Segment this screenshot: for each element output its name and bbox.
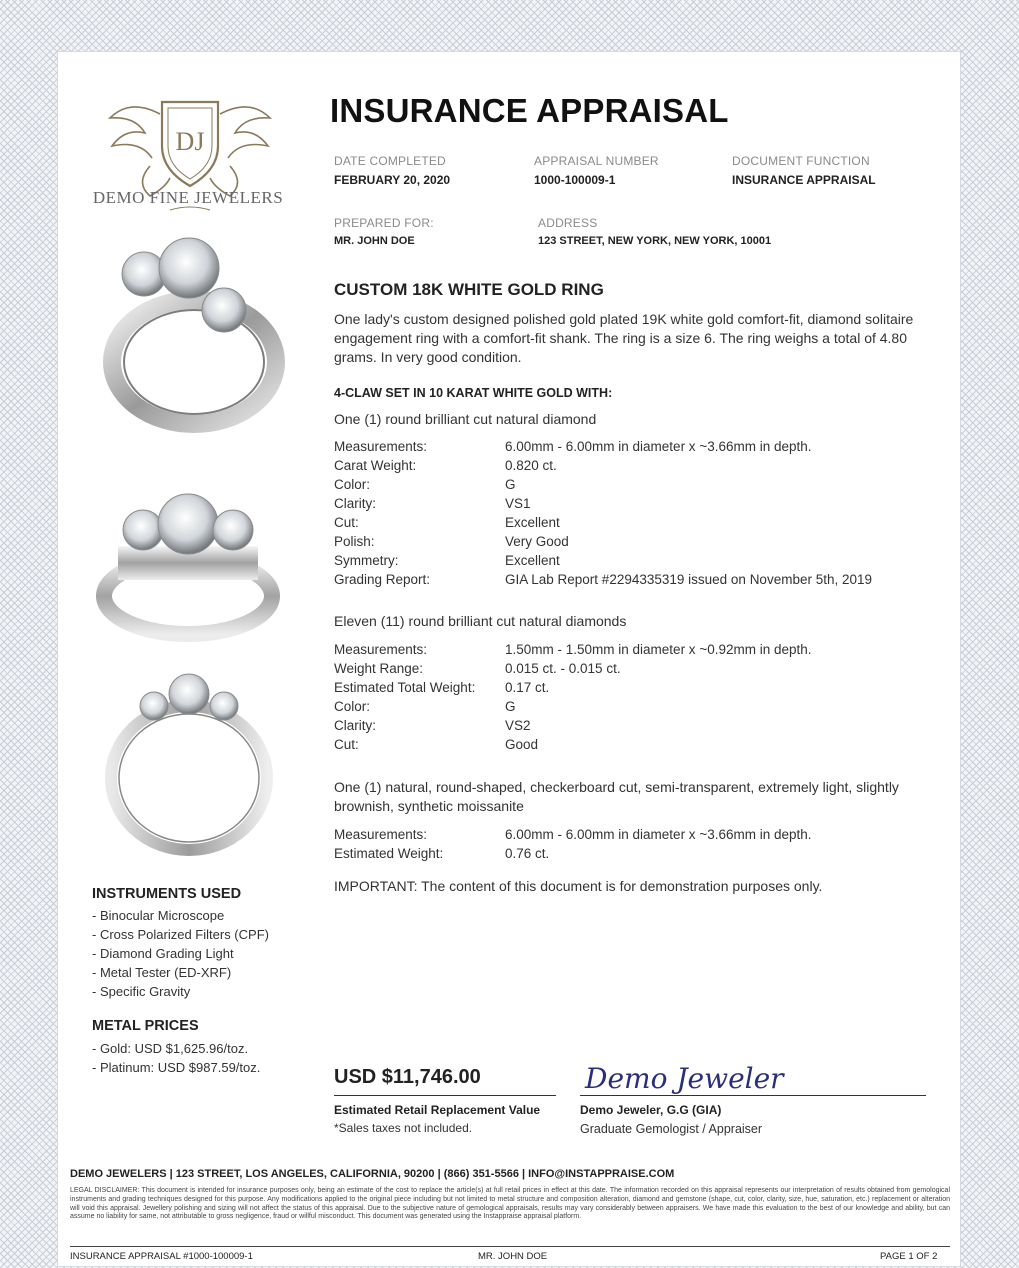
spec-value: 0.015 ct. - 0.015 ct. bbox=[505, 661, 621, 676]
spec-key: Measurements: bbox=[334, 439, 428, 454]
ring-photo-front bbox=[98, 486, 278, 646]
stone-1-specs bbox=[334, 437, 872, 589]
appraiser-title: Graduate Gemologist / Appraiser bbox=[580, 1122, 763, 1136]
signature-text: Demo Jeweler bbox=[585, 1062, 784, 1095]
stone-3-specs bbox=[334, 825, 812, 863]
instruments-list bbox=[92, 906, 269, 1001]
spec-row bbox=[334, 551, 872, 570]
legal-disclaimer: LEGAL DISCLAIMER: This document is intended for insurance purposes only, being an estimate of the cost to replace the article(s) at full retail prices in effect at this date. The information recorded on this appraisal represents our interpretation of results obtained from gemological instruments and grading techniques designed for this purpose. Any modifications applied to the original piece including but not limited to metal structure and composition alteration, diamond and gemstone (shape, cut, color, clarity, size, hue, saturation, etc.) replacement or alteration will void this appraisal. Jewellery polishing and sizing will not affect the status of this appraisal. Due to the subjective nature of gemological appraisals, results may vary considerably between appraisers. We have made this evaluation to the best of our knowledge and ability, but can assume no liability for same, not attributable to gross negligence, fraud or willful misconduct. This document was generated using the Instappraise appraisal platform. bbox=[70, 1187, 950, 1221]
address-label: ADDRESS bbox=[538, 216, 598, 230]
item-title: CUSTOM 18K WHITE GOLD RING bbox=[334, 280, 604, 299]
spec-row bbox=[334, 659, 812, 678]
appraisal-number-value: 1000-100009-1 bbox=[534, 173, 616, 187]
spec-value: 6.00mm - 6.00mm in diameter x ~3.66mm in depth. bbox=[505, 439, 812, 454]
prepared-for-label: PREPARED FOR: bbox=[334, 216, 434, 230]
spec-key: Clarity: bbox=[334, 718, 377, 733]
spec-row bbox=[334, 532, 872, 551]
important-notice: IMPORTANT: The content of this document is for demonstration purposes only. bbox=[334, 878, 823, 894]
footer-divider bbox=[70, 1246, 950, 1247]
spec-row bbox=[334, 437, 872, 456]
spec-value: 6.00mm - 6.00mm in diameter x ~3.66mm in depth. bbox=[505, 827, 812, 842]
spec-value: Excellent bbox=[505, 553, 560, 568]
valuation-underline bbox=[334, 1095, 556, 1096]
document-function-label: DOCUMENT FUNCTION bbox=[732, 154, 870, 168]
spec-value: Very Good bbox=[505, 534, 569, 549]
spec-key: Weight Range: bbox=[334, 661, 424, 676]
setting-heading: 4-CLAW SET IN 10 KARAT WHITE GOLD WITH: bbox=[334, 386, 613, 400]
page-title: INSURANCE APPRAISAL bbox=[330, 92, 729, 129]
ring-photo-angled bbox=[94, 232, 284, 438]
list-item: - Specific Gravity bbox=[92, 984, 191, 999]
spec-row bbox=[334, 494, 872, 513]
spec-value: G bbox=[505, 477, 516, 492]
spec-key: Symmetry: bbox=[334, 553, 399, 568]
spec-row bbox=[334, 475, 872, 494]
prepared-for-value: MR. JOHN DOE bbox=[334, 235, 415, 247]
valuation-label: Estimated Retail Replacement Value bbox=[334, 1103, 541, 1117]
footer-client-name: MR. JOHN DOE bbox=[478, 1251, 548, 1262]
spec-value: VS1 bbox=[505, 496, 531, 511]
document-function-value: INSURANCE APPRAISAL bbox=[732, 173, 876, 187]
spec-key: Measurements: bbox=[334, 827, 428, 842]
spec-row bbox=[334, 678, 812, 697]
date-label: DATE COMPLETED bbox=[334, 154, 446, 168]
spec-value: G bbox=[505, 699, 516, 714]
valuation-amount: USD $11,746.00 bbox=[334, 1066, 481, 1088]
spec-key: Estimated Total Weight: bbox=[334, 680, 476, 695]
signature-underline bbox=[580, 1095, 926, 1096]
spec-row bbox=[334, 697, 812, 716]
metal-prices-list bbox=[92, 1039, 260, 1077]
stone-2-intro: Eleven (11) round brilliant cut natural diamonds bbox=[334, 613, 627, 629]
spec-key: Estimated Weight: bbox=[334, 846, 444, 861]
spec-row bbox=[334, 513, 872, 532]
logo-monogram: DJ bbox=[175, 127, 205, 156]
spec-row bbox=[334, 456, 872, 475]
spec-key: Measurements: bbox=[334, 642, 428, 657]
spec-value: 0.17 ct. bbox=[505, 680, 550, 695]
brand-name: DEMO FINE JEWELERS bbox=[92, 188, 284, 207]
list-item: - Metal Tester (ED-XRF) bbox=[92, 965, 232, 980]
ring-photo-side bbox=[96, 668, 282, 858]
address-value: 123 STREET, NEW YORK, NEW YORK, 10001 bbox=[538, 235, 772, 247]
spec-row bbox=[334, 716, 812, 735]
spec-value: 0.76 ct. bbox=[505, 846, 550, 861]
list-item: - Cross Polarized Filters (CPF) bbox=[92, 927, 269, 942]
appraisal-number-label: APPRAISAL NUMBER bbox=[534, 154, 659, 168]
item-description: One lady's custom designed polished gold plated 19K white gold comfort-fit, diamond solitaire engagement ring with a comfort-fit shank. The ring is a size 6. The ring weighs a total of 4.80 grams. In very good condition. bbox=[334, 311, 914, 365]
stone-2-specs bbox=[334, 640, 812, 754]
spec-value: GIA Lab Report #2294335319 issued on November 5th, 2019 bbox=[505, 572, 873, 587]
metal-prices-heading: METAL PRICES bbox=[92, 1018, 199, 1034]
spec-value: 1.50mm - 1.50mm in diameter x ~0.92mm in depth. bbox=[505, 642, 812, 657]
list-item: - Binocular Microscope bbox=[92, 908, 225, 923]
spec-value: Good bbox=[505, 737, 539, 752]
date-value: FEBRUARY 20, 2020 bbox=[334, 173, 451, 187]
spec-value: VS2 bbox=[505, 718, 531, 733]
spec-row bbox=[334, 825, 812, 844]
spec-row bbox=[334, 844, 812, 863]
spec-row bbox=[334, 640, 812, 659]
spec-row bbox=[334, 570, 872, 589]
valuation-note: *Sales taxes not included. bbox=[334, 1121, 473, 1135]
spec-key: Clarity: bbox=[334, 496, 377, 511]
spec-value: 0.820 ct. bbox=[505, 458, 557, 473]
spec-key: Carat Weight: bbox=[334, 458, 417, 473]
spec-value: Excellent bbox=[505, 515, 560, 530]
instruments-heading: INSTRUMENTS USED bbox=[92, 886, 242, 902]
spec-key: Cut: bbox=[334, 737, 359, 752]
spec-key: Color: bbox=[334, 477, 371, 492]
footer-document-id: INSURANCE APPRAISAL #1000-100009-1 bbox=[70, 1251, 253, 1262]
spec-key: Cut: bbox=[334, 515, 359, 530]
list-item: - Diamond Grading Light bbox=[92, 946, 234, 961]
spec-key: Polish: bbox=[334, 534, 375, 549]
spec-key: Color: bbox=[334, 699, 371, 714]
footer-page-number: PAGE 1 OF 2 bbox=[880, 1251, 938, 1262]
list-item: - Gold: USD $1,625.96/toz. bbox=[92, 1041, 249, 1056]
company-contact-line: DEMO JEWELERS | 123 STREET, LOS ANGELES, CALIFORNIA, 90200 | (866) 351-5566 | INFO@INSTAPPRAISE.COM bbox=[70, 1168, 675, 1180]
stone-1-intro: One (1) round brilliant cut natural diamond bbox=[334, 411, 597, 427]
spec-key: Grading Report: bbox=[334, 572, 431, 587]
stone-3-intro: One (1) natural, round-shaped, checkerboard cut, semi-transparent, extremely light, slightly brownish, synthetic moissanite bbox=[334, 779, 899, 814]
list-item: - Platinum: USD $987.59/toz. bbox=[92, 1060, 261, 1075]
spec-row bbox=[334, 735, 812, 754]
appraiser-signature bbox=[583, 1054, 784, 1098]
appraiser-name: Demo Jeweler, G.G (GIA) bbox=[580, 1103, 722, 1117]
